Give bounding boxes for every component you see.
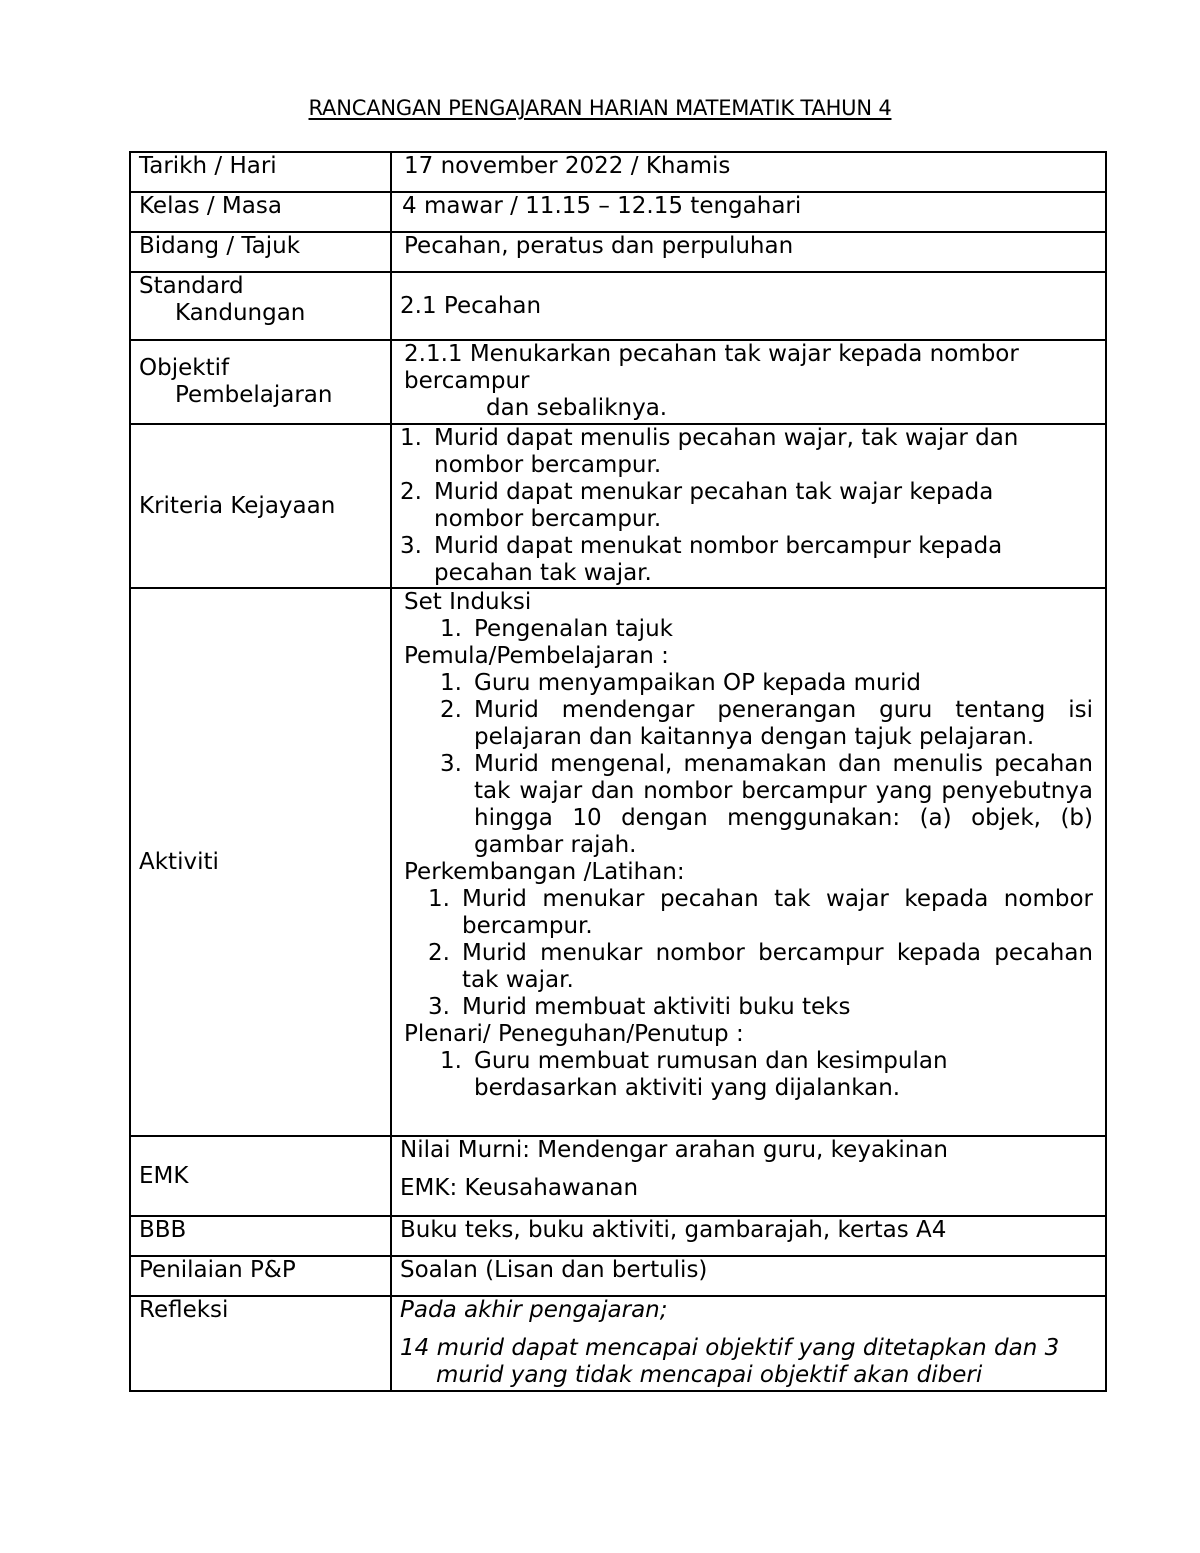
row-objektif: [130, 340, 1106, 424]
value-standard: 2.1 Pecahan: [391, 272, 1106, 340]
label-bbb: BBB: [130, 1216, 391, 1256]
row-standard: [130, 272, 1106, 340]
label-objektif-line2: Pembelajaran: [175, 382, 333, 408]
value-objektif: [391, 340, 1106, 424]
label-objektif-line1: Objektif: [139, 355, 230, 381]
label-emk: EMK: [130, 1136, 391, 1216]
label-objektif: [130, 340, 391, 424]
row-refleksi: [130, 1296, 1106, 1391]
label-standard: [130, 272, 391, 340]
set-induksi-list: [404, 616, 1093, 643]
label-standard-line1: Standard: [139, 273, 244, 299]
list-item: 1. Murid dapat menulis pecahan wajar, tak wajar dan nombor bercampur.: [400, 425, 1019, 478]
heading-perkembangan: Perkembangan /Latihan:: [404, 859, 685, 885]
pemula-list: [404, 670, 1093, 859]
value-bbb: Buku teks, buku aktiviti, gambarajah, kertas A4: [391, 1216, 1106, 1256]
label-penilaian: Penilaian P&P: [130, 1256, 391, 1296]
value-tarikh: 17 november 2022 / Khamis: [391, 152, 1106, 192]
list-item: 3. Murid mengenal, menamakan dan menulis pecahan tak wajar dan nombor bercampur yang penyebutnya hingga 10 dengan menggunakan: (a) objek, (b) gambar rajah.: [440, 751, 1093, 858]
heading-set-induksi: Set Induksi: [404, 589, 532, 615]
value-aktiviti: [391, 588, 1106, 1136]
label-kelas: Kelas / Masa: [130, 192, 391, 232]
list-item: 1. Guru membuat rumusan dan kesimpulan berdasarkan aktiviti yang dijalankan.: [440, 1048, 948, 1101]
value-objektif-line2: bercampur: [404, 368, 530, 394]
perkembangan-list: [404, 886, 1093, 1021]
list-item: 1. Guru menyampaikan OP kepada murid: [440, 670, 922, 696]
value-refleksi-line2: 14 murid dapat mencapai objektif yang ditetapkan dan 3 murid yang tidak mencapai objektif akan diberi: [400, 1335, 1060, 1388]
list-item: 1. Pengenalan tajuk: [440, 616, 673, 642]
label-kriteria: Kriteria Kejayaan: [130, 424, 391, 588]
row-kriteria: [130, 424, 1106, 588]
list-item: 3. Murid membuat aktiviti buku teks: [428, 994, 851, 1020]
row-aktiviti: [130, 588, 1106, 1136]
heading-plenari: Plenari/ Peneguhan/Penutup :: [404, 1021, 744, 1047]
value-penilaian: Soalan (Lisan dan bertulis): [391, 1256, 1106, 1296]
list-item: 1. Murid menukar pecahan tak wajar kepada nombor bercampur.: [428, 886, 1093, 939]
label-bidang: Bidang / Tajuk: [130, 232, 391, 272]
value-objektif-line1: 2.1.1 Menukarkan pecahan tak wajar kepada nombor: [404, 341, 1019, 367]
value-kelas: 4 mawar / 11.15 – 12.15 tengahari: [391, 192, 1106, 232]
lesson-plan-table: [129, 151, 1107, 1392]
list-item: 3. Murid dapat menukat nombor bercampur kepada pecahan tak wajar.: [400, 533, 1003, 586]
value-objektif-line3: dan sebaliknya.: [486, 395, 668, 421]
page-title: RANCANGAN PENGAJARAN HARIAN MATEMATIK TAHUN 4: [308, 96, 892, 120]
label-standard-line2: Kandungan: [175, 300, 306, 326]
row-bidang: [130, 232, 1106, 272]
value-emk: [391, 1136, 1106, 1216]
row-penilaian: [130, 1256, 1106, 1296]
value-refleksi-line1: Pada akhir pengajaran;: [400, 1297, 668, 1323]
value-bidang: Pecahan, peratus dan perpuluhan: [391, 232, 1106, 272]
label-tarikh: Tarikh / Hari: [130, 152, 391, 192]
value-emk-line2: EMK: Keusahawanan: [400, 1175, 639, 1201]
row-kelas: [130, 192, 1106, 232]
row-tarikh: [130, 152, 1106, 192]
plenari-list: [404, 1048, 1093, 1102]
value-kriteria: [391, 424, 1106, 588]
label-refleksi: Refleksi: [130, 1296, 391, 1391]
list-item: 2. Murid dapat menukar pecahan tak wajar kepada nombor bercampur.: [400, 479, 994, 532]
value-emk-line1: Nilai Murni: Mendengar arahan guru, keyakinan: [400, 1137, 948, 1163]
row-emk: [130, 1136, 1106, 1216]
row-bbb: [130, 1216, 1106, 1256]
list-item: 2. Murid mendengar penerangan guru tentang isi pelajaran dan kaitannya dengan tajuk pelajaran.: [440, 697, 1093, 750]
list-item: 2. Murid menukar nombor bercampur kepada pecahan tak wajar.: [428, 940, 1093, 993]
value-refleksi: [391, 1296, 1106, 1391]
kriteria-list: [400, 425, 1045, 587]
label-aktiviti: Aktiviti: [130, 588, 391, 1136]
heading-pemula: Pemula/Pembelajaran :: [404, 643, 669, 669]
